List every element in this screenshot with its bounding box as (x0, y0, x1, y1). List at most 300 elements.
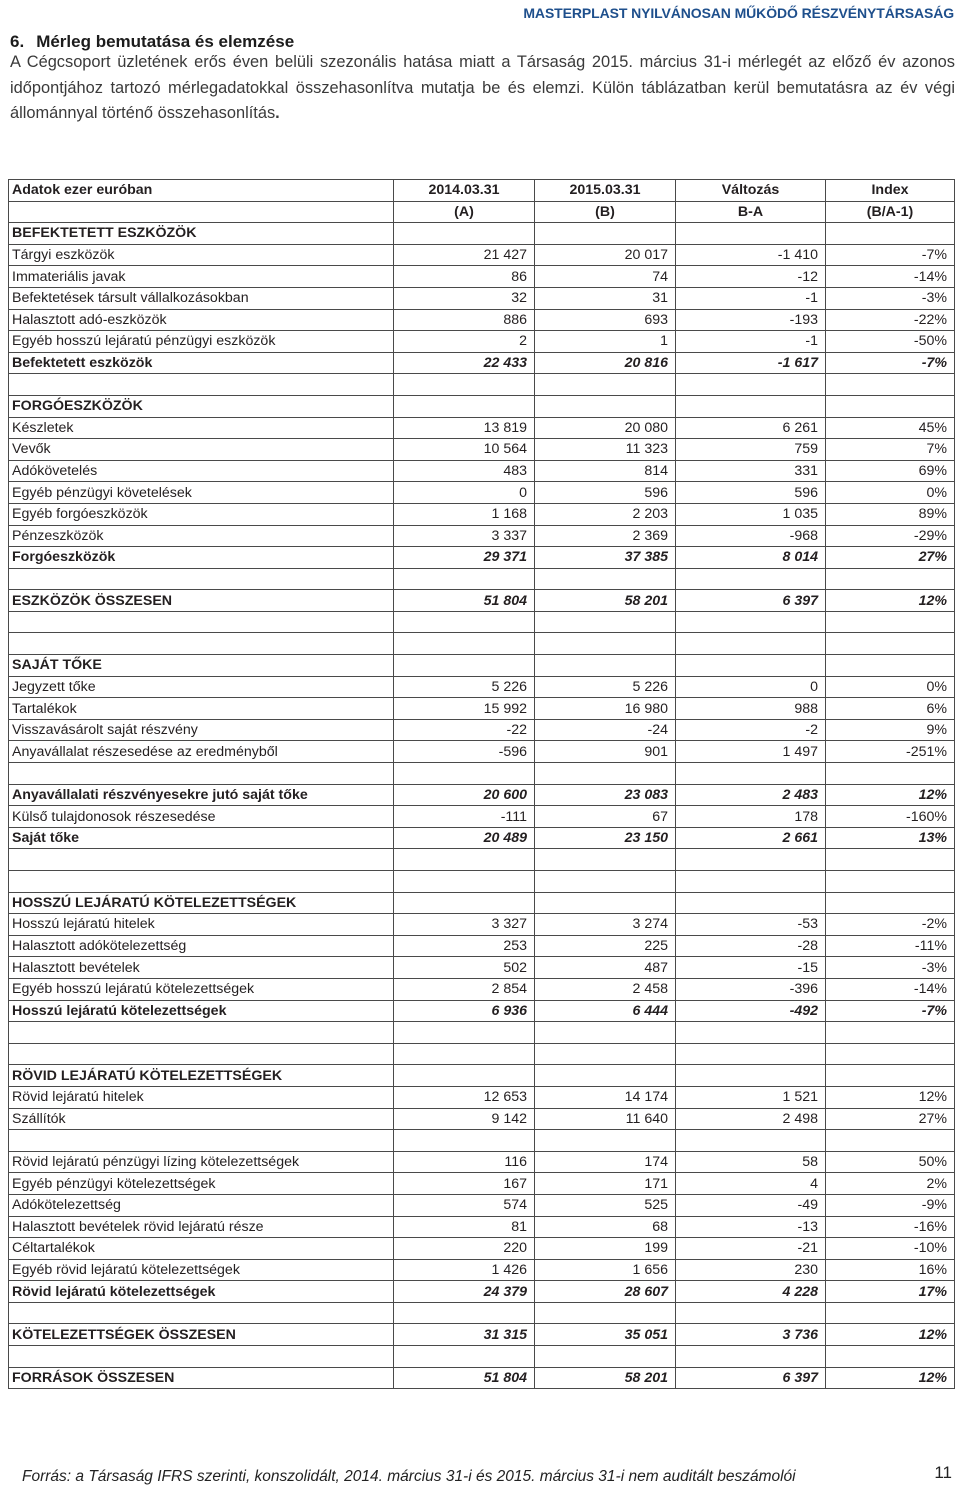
value-index: -50% (826, 331, 955, 353)
value-2014: 20 600 (394, 784, 535, 806)
value-change: 1 521 (676, 1086, 826, 1108)
subheader-cell-change: B-A (676, 201, 826, 223)
value-index: -11% (826, 935, 955, 957)
table-row (9, 503, 955, 525)
value-2014 (394, 1302, 535, 1324)
row-label: Halasztott adókötelezettség (9, 935, 394, 957)
row-label: Egyéb hosszú lejáratú pénzügyi eszközök (9, 331, 394, 353)
value-2014: 12 653 (394, 1086, 535, 1108)
value-2014: 21 427 (394, 244, 535, 266)
value-change: -1 (676, 331, 826, 353)
value-2015 (535, 374, 676, 396)
value-index: 12% (826, 1324, 955, 1346)
row-label: Külső tulajdonosok részesedése (9, 806, 394, 828)
value-change: -49 (676, 1194, 826, 1216)
value-index: 45% (826, 417, 955, 439)
table-row (9, 957, 955, 979)
value-2014: 1 426 (394, 1259, 535, 1281)
value-change (676, 1043, 826, 1065)
value-2014: 51 804 (394, 1367, 535, 1389)
value-change: 2 483 (676, 784, 826, 806)
value-change: 596 (676, 482, 826, 504)
value-index (826, 1065, 955, 1087)
row-label: Készletek (9, 417, 394, 439)
row-label: Tartalékok (9, 698, 394, 720)
value-2014: 886 (394, 309, 535, 331)
value-index (826, 1022, 955, 1044)
value-index (826, 223, 955, 245)
row-label: Egyéb hosszú lejáratú kötelezettségek (9, 978, 394, 1000)
subheader-cell-label (9, 201, 394, 223)
value-2015: 20 080 (535, 417, 676, 439)
row-label: FORRÁSOK ÖSSZESEN (9, 1367, 394, 1389)
row-label: Halasztott adó-eszközök (9, 309, 394, 331)
row-label: FORGÓESZKÖZÖK (9, 395, 394, 417)
header-cell-change: Változás (676, 180, 826, 202)
value-2014: 483 (394, 460, 535, 482)
section-heading (10, 32, 294, 52)
section-heading-row (9, 655, 955, 677)
row-label: Hosszú lejáratú hitelek (9, 914, 394, 936)
value-change (676, 1130, 826, 1152)
value-index: -14% (826, 978, 955, 1000)
total-row (9, 1281, 955, 1303)
value-change (676, 763, 826, 785)
value-2014 (394, 849, 535, 871)
value-index: 9% (826, 719, 955, 741)
value-2014 (394, 223, 535, 245)
value-change: 1 497 (676, 741, 826, 763)
row-label (9, 1302, 394, 1324)
table-row (9, 719, 955, 741)
value-index: -251% (826, 741, 955, 763)
value-2014: 32 (394, 287, 535, 309)
value-2014: 22 433 (394, 352, 535, 374)
value-index (826, 1346, 955, 1368)
value-index: -22% (826, 309, 955, 331)
spacer-row (9, 1302, 955, 1324)
value-change: -15 (676, 957, 826, 979)
row-label: KÖTELEZETTSÉGEK ÖSSZESEN (9, 1324, 394, 1346)
table-row (9, 1151, 955, 1173)
table-subheader-row (9, 201, 955, 223)
value-2015: 28 607 (535, 1281, 676, 1303)
balance-sheet-table (8, 179, 955, 1389)
row-label: Vevők (9, 439, 394, 461)
value-2015: 68 (535, 1216, 676, 1238)
value-change: 3 736 (676, 1324, 826, 1346)
table-row (9, 287, 955, 309)
value-index: 12% (826, 784, 955, 806)
value-2015: 2 203 (535, 503, 676, 525)
table-row (9, 741, 955, 763)
value-2014: 502 (394, 957, 535, 979)
value-2014: 6 936 (394, 1000, 535, 1022)
value-change: 988 (676, 698, 826, 720)
value-change (676, 1022, 826, 1044)
value-2015: 35 051 (535, 1324, 676, 1346)
value-2015 (535, 633, 676, 655)
row-label: Immateriális javak (9, 266, 394, 288)
total-row (9, 784, 955, 806)
row-label (9, 1022, 394, 1044)
value-2014: 3 327 (394, 914, 535, 936)
value-change: 58 (676, 1151, 826, 1173)
value-2015: 31 (535, 287, 676, 309)
value-change (676, 871, 826, 893)
value-2015: 487 (535, 957, 676, 979)
value-index: -10% (826, 1238, 955, 1260)
value-2014 (394, 871, 535, 893)
value-change: 6 397 (676, 590, 826, 612)
value-2014: 86 (394, 266, 535, 288)
page-number: 11 (934, 1463, 952, 1482)
row-label (9, 849, 394, 871)
section-title: Mérleg bemutatása és elemzése (36, 32, 295, 51)
value-change (676, 1346, 826, 1368)
subheader-cell-a: (A) (394, 201, 535, 223)
header-cell-index: Index (826, 180, 955, 202)
table-row (9, 417, 955, 439)
value-2014: 24 379 (394, 1281, 535, 1303)
value-index: 13% (826, 827, 955, 849)
section-number: 6. (10, 32, 25, 51)
company-name: MASTERPLAST NYILVÁNOSAN MŰKÖDŐ RÉSZVÉNYTÁRSASÁG (523, 5, 954, 21)
total-row (9, 590, 955, 612)
value-change: 1 035 (676, 503, 826, 525)
value-2014: 31 315 (394, 1324, 535, 1346)
value-index: 12% (826, 1086, 955, 1108)
section-heading-row (9, 892, 955, 914)
value-2015: 20 017 (535, 244, 676, 266)
value-change: 759 (676, 439, 826, 461)
table-row (9, 309, 955, 331)
total-row (9, 352, 955, 374)
row-label (9, 633, 394, 655)
subheader-cell-b: (B) (535, 201, 676, 223)
value-2014: 13 819 (394, 417, 535, 439)
value-change: 4 (676, 1173, 826, 1195)
table-row (9, 266, 955, 288)
value-index (826, 611, 955, 633)
value-index: 27% (826, 1108, 955, 1130)
value-2015: 14 174 (535, 1086, 676, 1108)
value-index: 7% (826, 439, 955, 461)
value-index: -7% (826, 1000, 955, 1022)
value-index (826, 655, 955, 677)
table-row (9, 1194, 955, 1216)
row-label: Forgóeszközök (9, 547, 394, 569)
row-label: RÖVID LEJÁRATÚ KÖTELEZETTSÉGEK (9, 1065, 394, 1087)
value-2015 (535, 1022, 676, 1044)
value-change: 6 397 (676, 1367, 826, 1389)
row-label: Egyéb pénzügyi követelések (9, 482, 394, 504)
value-2015: 5 226 (535, 676, 676, 698)
value-2015 (535, 611, 676, 633)
value-2015: 174 (535, 1151, 676, 1173)
row-label: BEFEKTETETT ESZKÖZÖK (9, 223, 394, 245)
value-change: -1 (676, 287, 826, 309)
value-change (676, 892, 826, 914)
value-index: -29% (826, 525, 955, 547)
row-label: Hosszú lejáratú kötelezettségek (9, 1000, 394, 1022)
row-label (9, 871, 394, 893)
value-change (676, 1065, 826, 1087)
value-index (826, 871, 955, 893)
row-label: Egyéb forgóeszközök (9, 503, 394, 525)
header-cell-label: Adatok ezer euróban (9, 180, 394, 202)
value-2015 (535, 892, 676, 914)
row-label: Tárgyi eszközök (9, 244, 394, 266)
value-2015: 37 385 (535, 547, 676, 569)
table-row (9, 460, 955, 482)
value-2014: -596 (394, 741, 535, 763)
total-row (9, 547, 955, 569)
row-label: ESZKÖZÖK ÖSSZESEN (9, 590, 394, 612)
value-2015: 67 (535, 806, 676, 828)
value-index: 12% (826, 590, 955, 612)
value-change (676, 395, 826, 417)
row-label: Rövid lejáratú pénzügyi lízing kötelezettségek (9, 1151, 394, 1173)
value-2014 (394, 1065, 535, 1087)
value-change: -1 410 (676, 244, 826, 266)
value-2014: 116 (394, 1151, 535, 1173)
value-index: -16% (826, 1216, 955, 1238)
value-2015 (535, 849, 676, 871)
value-change: 2 661 (676, 827, 826, 849)
row-label: Anyavállalati részvényesekre jutó saját tőke (9, 784, 394, 806)
table-row (9, 1259, 955, 1281)
table-row (9, 806, 955, 828)
value-index: 12% (826, 1367, 955, 1389)
value-index (826, 849, 955, 871)
value-index (826, 1302, 955, 1324)
value-change: 6 261 (676, 417, 826, 439)
value-2014: 1 168 (394, 503, 535, 525)
value-2015: 58 201 (535, 590, 676, 612)
value-2015: 20 816 (535, 352, 676, 374)
value-change: 4 228 (676, 1281, 826, 1303)
value-2014: 15 992 (394, 698, 535, 720)
spacer-row (9, 374, 955, 396)
value-change (676, 223, 826, 245)
section-heading-row (9, 223, 955, 245)
value-2015 (535, 655, 676, 677)
value-index: 27% (826, 547, 955, 569)
value-2014: 10 564 (394, 439, 535, 461)
value-index: -3% (826, 957, 955, 979)
balance-sheet-body (9, 180, 955, 1389)
value-index: -3% (826, 287, 955, 309)
value-2014: 51 804 (394, 590, 535, 612)
row-label: Saját tőke (9, 827, 394, 849)
value-index (826, 395, 955, 417)
value-index: -160% (826, 806, 955, 828)
value-2014 (394, 568, 535, 590)
value-2015: 74 (535, 266, 676, 288)
table-row (9, 1108, 955, 1130)
value-index: -9% (826, 1194, 955, 1216)
value-index (826, 1130, 955, 1152)
table-row (9, 525, 955, 547)
row-label: Rövid lejáratú hitelek (9, 1086, 394, 1108)
table-row (9, 1086, 955, 1108)
table-row (9, 676, 955, 698)
value-2015: 225 (535, 935, 676, 957)
value-index: 6% (826, 698, 955, 720)
section-heading-row (9, 395, 955, 417)
value-2014: 29 371 (394, 547, 535, 569)
table-row (9, 439, 955, 461)
spacer-row (9, 1346, 955, 1368)
header-cell-b: 2015.03.31 (535, 180, 676, 202)
value-change: 331 (676, 460, 826, 482)
table-row (9, 331, 955, 353)
row-label (9, 1346, 394, 1368)
value-index (826, 374, 955, 396)
value-change: 0 (676, 676, 826, 698)
row-label: Pénzeszközök (9, 525, 394, 547)
spacer-row (9, 871, 955, 893)
table-row (9, 978, 955, 1000)
value-2014 (394, 633, 535, 655)
spacer-row (9, 633, 955, 655)
value-2014 (394, 892, 535, 914)
value-change: -968 (676, 525, 826, 547)
row-label: Halasztott bevételek rövid lejáratú része (9, 1216, 394, 1238)
value-change (676, 568, 826, 590)
value-2015: 11 640 (535, 1108, 676, 1130)
value-index (826, 892, 955, 914)
table-header-row (9, 180, 955, 202)
value-change: -13 (676, 1216, 826, 1238)
value-change (676, 1302, 826, 1324)
value-index (826, 763, 955, 785)
row-label: Adókötelezettség (9, 1194, 394, 1216)
value-index: 0% (826, 676, 955, 698)
value-change: -53 (676, 914, 826, 936)
value-2014: -22 (394, 719, 535, 741)
row-label: SAJÁT TŐKE (9, 655, 394, 677)
value-2014: 220 (394, 1238, 535, 1260)
value-2014 (394, 395, 535, 417)
spacer-row (9, 1022, 955, 1044)
value-2015: 3 274 (535, 914, 676, 936)
value-index: 2% (826, 1173, 955, 1195)
row-label: Befektetések társult vállalkozásokban (9, 287, 394, 309)
value-2015: 525 (535, 1194, 676, 1216)
value-index: 0% (826, 482, 955, 504)
spacer-row (9, 611, 955, 633)
value-2015: 199 (535, 1238, 676, 1260)
value-2014 (394, 611, 535, 633)
spacer-row (9, 763, 955, 785)
value-2014: 167 (394, 1173, 535, 1195)
total-row (9, 827, 955, 849)
row-label: Szállítók (9, 1108, 394, 1130)
value-change: -2 (676, 719, 826, 741)
value-2015: 693 (535, 309, 676, 331)
value-2014: -111 (394, 806, 535, 828)
table-row (9, 244, 955, 266)
value-index: 17% (826, 1281, 955, 1303)
value-index (826, 568, 955, 590)
value-2015: 58 201 (535, 1367, 676, 1389)
value-2015 (535, 763, 676, 785)
row-label: Céltartalékok (9, 1238, 394, 1260)
value-2015: 23 150 (535, 827, 676, 849)
row-label (9, 763, 394, 785)
row-label (9, 374, 394, 396)
subheader-cell-index: (B/A-1) (826, 201, 955, 223)
value-2015: 6 444 (535, 1000, 676, 1022)
spacer-row (9, 1043, 955, 1065)
value-change (676, 849, 826, 871)
value-change: -28 (676, 935, 826, 957)
value-2015: 11 323 (535, 439, 676, 461)
row-label: Egyéb rövid lejáratú kötelezettségek (9, 1259, 394, 1281)
row-label: Halasztott bevételek (9, 957, 394, 979)
value-2014 (394, 1130, 535, 1152)
value-change (676, 655, 826, 677)
value-2014: 253 (394, 935, 535, 957)
value-2015 (535, 1302, 676, 1324)
value-change: -396 (676, 978, 826, 1000)
value-2014 (394, 763, 535, 785)
value-2015 (535, 395, 676, 417)
value-index (826, 1043, 955, 1065)
table-row (9, 1216, 955, 1238)
value-2015: 814 (535, 460, 676, 482)
value-index: 89% (826, 503, 955, 525)
row-label: Befektetett eszközök (9, 352, 394, 374)
value-change: -21 (676, 1238, 826, 1260)
row-label: Rövid lejáratú kötelezettségek (9, 1281, 394, 1303)
value-2014: 2 854 (394, 978, 535, 1000)
row-label (9, 1043, 394, 1065)
value-change: -492 (676, 1000, 826, 1022)
value-change: 8 014 (676, 547, 826, 569)
value-index: -2% (826, 914, 955, 936)
row-label: Adókövetelés (9, 460, 394, 482)
value-2015 (535, 871, 676, 893)
value-2015: 171 (535, 1173, 676, 1195)
value-2014: 81 (394, 1216, 535, 1238)
value-2014 (394, 1043, 535, 1065)
row-label: HOSSZÚ LEJÁRATÚ KÖTELEZETTSÉGEK (9, 892, 394, 914)
value-2015 (535, 1043, 676, 1065)
table-row (9, 1238, 955, 1260)
total-row (9, 1324, 955, 1346)
value-2015: 2 458 (535, 978, 676, 1000)
table-row (9, 914, 955, 936)
row-label (9, 611, 394, 633)
value-2014: 9 142 (394, 1108, 535, 1130)
value-2015: 1 (535, 331, 676, 353)
header-cell-a: 2014.03.31 (394, 180, 535, 202)
value-2015 (535, 1346, 676, 1368)
total-row (9, 1367, 955, 1389)
spacer-row (9, 849, 955, 871)
row-label: Anyavállalat részesedése az eredményből (9, 741, 394, 763)
value-change: -1 617 (676, 352, 826, 374)
value-2015 (535, 568, 676, 590)
value-index: 69% (826, 460, 955, 482)
value-index: -7% (826, 352, 955, 374)
value-change (676, 611, 826, 633)
value-2015: 16 980 (535, 698, 676, 720)
total-row (9, 1000, 955, 1022)
